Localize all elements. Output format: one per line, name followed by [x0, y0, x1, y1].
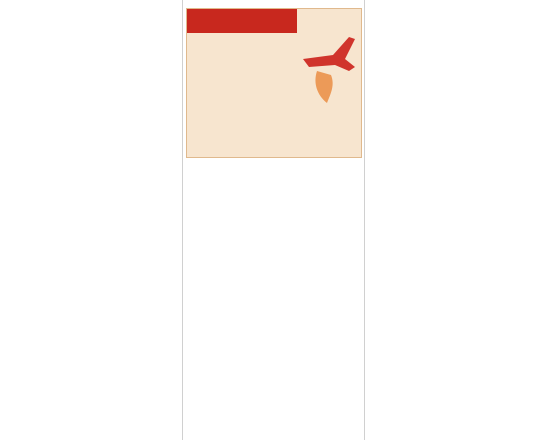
headline-box [186, 8, 362, 158]
column-divider [182, 0, 183, 440]
kicker [187, 9, 297, 33]
airplane-icon [297, 31, 357, 111]
article-column-left [4, 0, 180, 440]
article-column-middle [186, 162, 362, 440]
column-divider [364, 0, 365, 440]
article-column-right [368, 0, 536, 440]
